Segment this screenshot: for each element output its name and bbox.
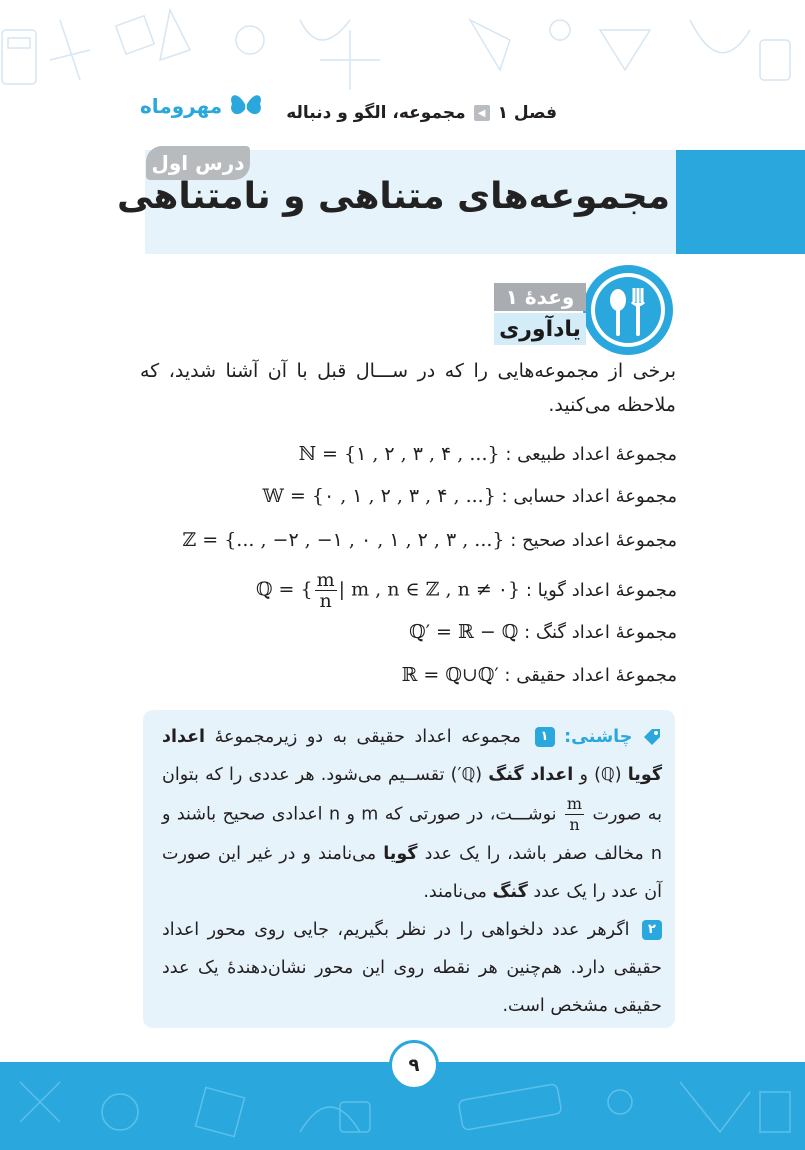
brand-logo (140, 90, 264, 122)
tip-text: (ℚ) و (579, 765, 622, 785)
tip-bold: گویا (383, 844, 418, 864)
page-number: ۹ (389, 1040, 439, 1090)
fraction (565, 794, 584, 835)
set-formula: ℤ = {... , −۲ , −۱ , ۰ , ۱ , ۲ , ۳ , ...} (182, 529, 505, 551)
set-name: مجموعهٔ اعداد صحیح (522, 529, 677, 551)
intro-paragraph: برخی از مجموعه‌هایی را که در ســـال قبل با آن آشنا شدید، که ملاحظه می‌کنید. (140, 360, 676, 416)
chapter-header (286, 98, 557, 128)
set-rational: مجموعهٔ اعداد گویا : ℚ = { $\frac{m}{n}$ | m , n ∈ ℤ , n ≠ ۰} (255, 568, 677, 612)
section-label: یادآوری (494, 313, 586, 345)
chevron-left-icon: ◀ (474, 105, 490, 121)
fraction (315, 570, 337, 611)
tip-heading: چاشنی: (564, 727, 633, 747)
vade-tag: وعدهٔ ۱ (494, 283, 586, 311)
set-formula (256, 570, 520, 611)
set-formula: ℚ′ = ℝ − ℚ (409, 621, 519, 643)
tip-text: اگرهر عدد دلخواهی را در نظر بگیریم، جایی روی محور اعداد حقیقی دارد. هم‌چنین هر نقطه روی این محور نشان‌دهندهٔ یک عدد حقیقی مشخص است. (162, 920, 662, 1016)
set-name: مجموعهٔ اعداد حسابی (513, 485, 677, 507)
fraction-denominator: n (569, 815, 580, 834)
set-natural: مجموعهٔ اعداد طبیعی : ℕ = {۱ , ۲ , ۳ , ۴ , ...} (298, 443, 677, 465)
brand-name: مهروماه (140, 94, 223, 118)
set-name: مجموعهٔ اعداد گویا (537, 579, 677, 601)
formula-prefix: ℚ = { (255, 578, 313, 600)
header-doodles (0, 0, 805, 110)
lesson-tag: درس اول (146, 146, 250, 180)
tip-text: مجموعه اعداد حقیقی به دو زیرمجموعهٔ (214, 727, 521, 747)
chapter-title: مجموعه، الگو و دنباله (286, 103, 466, 123)
tip-text: می‌نامند. (423, 882, 487, 902)
set-integer: مجموعهٔ اعداد صحیح : ℤ = {... , −۲ , −۱ , ۰ , ۱ , ۲ , ۳ , ...} (182, 529, 677, 551)
set-formula: ℝ = ℚ∪ℚ′ (401, 664, 499, 686)
item-number: ۲ (642, 920, 662, 940)
fraction-numerator: m (566, 794, 583, 813)
tag-icon (642, 727, 662, 747)
set-name: مجموعهٔ اعداد طبیعی (517, 443, 677, 465)
set-formula: ℕ = {۱ , ۲ , ۳ , ۴ , ...} (298, 443, 500, 465)
tip-bold: اعداد گویا (162, 727, 662, 785)
page-title: مجموعه‌های متناهی و نامتناهی (116, 176, 670, 217)
set-real: مجموعهٔ اعداد حقیقی : ℝ = ℚ∪ℚ′ (401, 664, 677, 686)
set-name: مجموعهٔ اعداد حقیقی (516, 664, 677, 686)
tip-text: (ℚ′) تقســیم می‌شود. هر عددی را که بتوان به صورت (162, 765, 662, 825)
set-formula: 𝕎 = {۰ , ۱ , ۲ , ۳ , ۴ , ...} (262, 485, 496, 507)
formula-suffix: | m , n ∈ ℤ , n ≠ ۰} (338, 578, 521, 600)
butterfly-icon (228, 90, 264, 122)
fraction-denominator: n (319, 589, 332, 612)
fork-spoon-icon (582, 264, 674, 356)
fraction-numerator: m (316, 568, 335, 591)
tip-text: نوشـــت، در صورتی که m و n اعدادی صحیح باشند و n مخالف صفر باشد، را یک عدد (162, 804, 662, 864)
set-irrational: مجموعهٔ اعداد گنگ : ℚ′ = ℝ − ℚ (409, 621, 677, 643)
set-whole: مجموعهٔ اعداد حسابی : 𝕎 = {۰ , ۱ , ۲ , ۳ , ۴ , ...} (262, 485, 677, 507)
item-number: ۱ (535, 727, 555, 747)
tip-bold: گنگ (492, 882, 528, 902)
tip-content (162, 718, 662, 1025)
tip-text: می‌نامند و در غیر این صورت آن عدد را یک عدد (162, 844, 662, 902)
chapter-label: فصل ۱ (497, 103, 557, 123)
banner-accent (676, 150, 805, 254)
tip-bold: اعداد گنگ (488, 765, 574, 785)
set-name: مجموعهٔ اعداد گنگ (535, 621, 677, 643)
